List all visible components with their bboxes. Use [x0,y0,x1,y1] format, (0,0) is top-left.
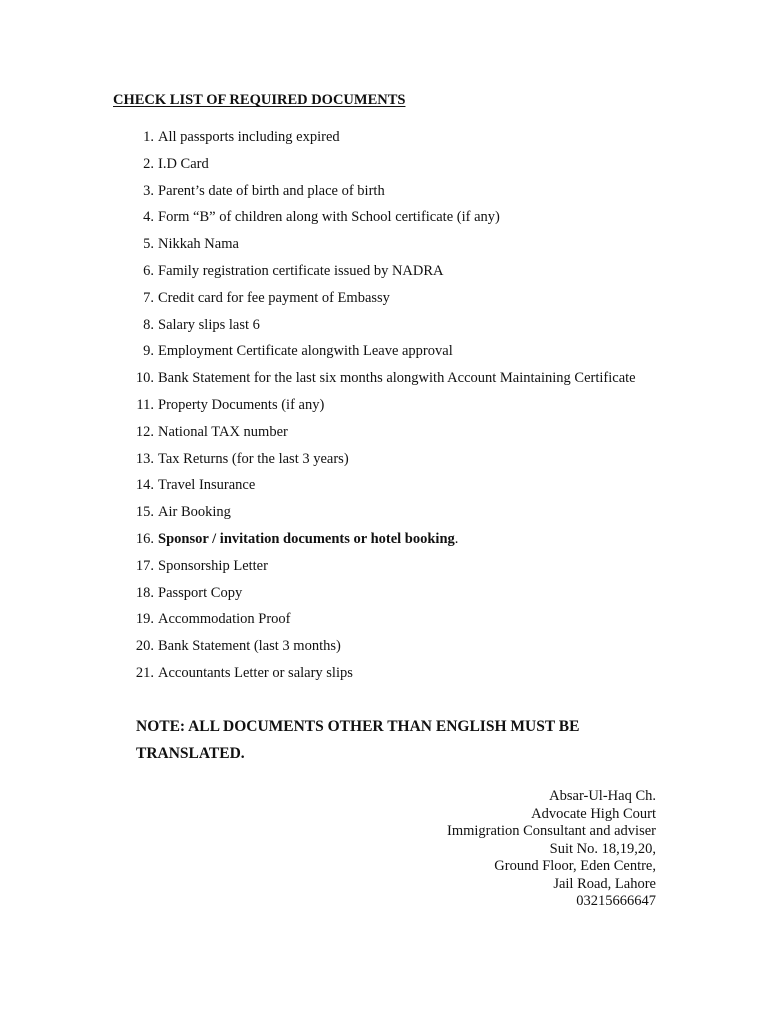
list-item-number: 9. [143,343,154,360]
list-item-number: 6. [143,262,154,279]
signature-name: Absar-Ul-Haq Ch. [549,788,656,804]
list-item-number: 2. [143,155,154,172]
note-line: TRANSLATED. [136,745,245,762]
signature-title: Advocate High Court [531,805,656,822]
list-item-text: Sponsor / invitation documents or hotel booking [158,530,455,547]
list-item-number: 14. [135,477,154,494]
list-item-text: Travel Insurance [158,477,256,494]
list-item-text: Parent’s date of birth and place of birth [158,182,385,199]
translation-note [136,713,616,767]
list-item-text: Bank Statement for the last six months alongwith Account Maintaining Certificate [158,370,636,387]
list-item-number: 13. [135,450,154,467]
list-item-text: Family registration certificate issued by NADRA [158,262,444,279]
list-item-number: 12. [135,423,154,440]
list-item-number: 21. [135,664,154,681]
list-item-number: 10. [135,370,154,387]
list-item-number: 16. [135,530,154,547]
list-item-number: 4. [143,209,154,226]
signature-role: Immigration Consultant and adviser [446,823,656,839]
signature-block [447,788,656,911]
list-item-suffix: . [454,530,459,547]
list-item-number: 5. [143,236,154,253]
note-line: NOTE: ALL DOCUMENTS OTHER THAN ENGLISH MUST BE [136,718,580,735]
list-item-number: 20. [135,638,154,655]
list-item-text: Sponsorship Letter [158,557,268,574]
list-item-text: Property Documents (if any) [158,396,325,413]
list-item-number: 8. [143,316,154,333]
list-item-text: All passports including expired [158,129,340,145]
document-heading: CHECK LIST OF REQUIRED DOCUMENTS [113,92,406,108]
list-item-text: Passport Copy [158,584,243,601]
list-item-text: Accommodation Proof [158,611,291,628]
list-item-text: Air Booking [158,504,231,521]
list-item-text: National TAX number [158,423,288,440]
list-item-number: 1. [143,129,154,145]
list-item-text: Nikkah Nama [158,236,239,253]
list-item-text: Employment Certificate alongwith Leave approval [158,343,453,360]
list-item-text: Accountants Letter or salary slips [158,664,353,681]
list-item-text: I.D Card [158,155,209,172]
list-item-number: 11. [136,396,154,413]
list-item-number: 19. [135,611,154,628]
signature-phone: 03215666647 [576,893,656,909]
list-item-text: Bank Statement (last 3 months) [158,638,341,655]
signature-floor: Ground Floor, Eden Centre, [494,858,656,874]
list-item-text: Tax Returns (for the last 3 years) [158,450,349,467]
list-item-number: 7. [143,289,154,306]
list-item-number: 15. [135,504,154,521]
list-item-text: Form “B” of children along with School certificate (if any) [158,209,500,226]
list-item-number: 3. [143,182,154,199]
list-item-number: 17. [135,557,154,574]
list-item-text-bold [158,529,458,549]
signature-suite: Suit No. 18,19,20, [549,840,656,857]
list-item-text: Credit card for fee payment of Embassy [158,289,390,306]
list-item-text: Salary slips last 6 [158,316,260,333]
list-item-number: 18. [135,584,154,601]
signature-road: Jail Road, Lahore [553,875,656,892]
